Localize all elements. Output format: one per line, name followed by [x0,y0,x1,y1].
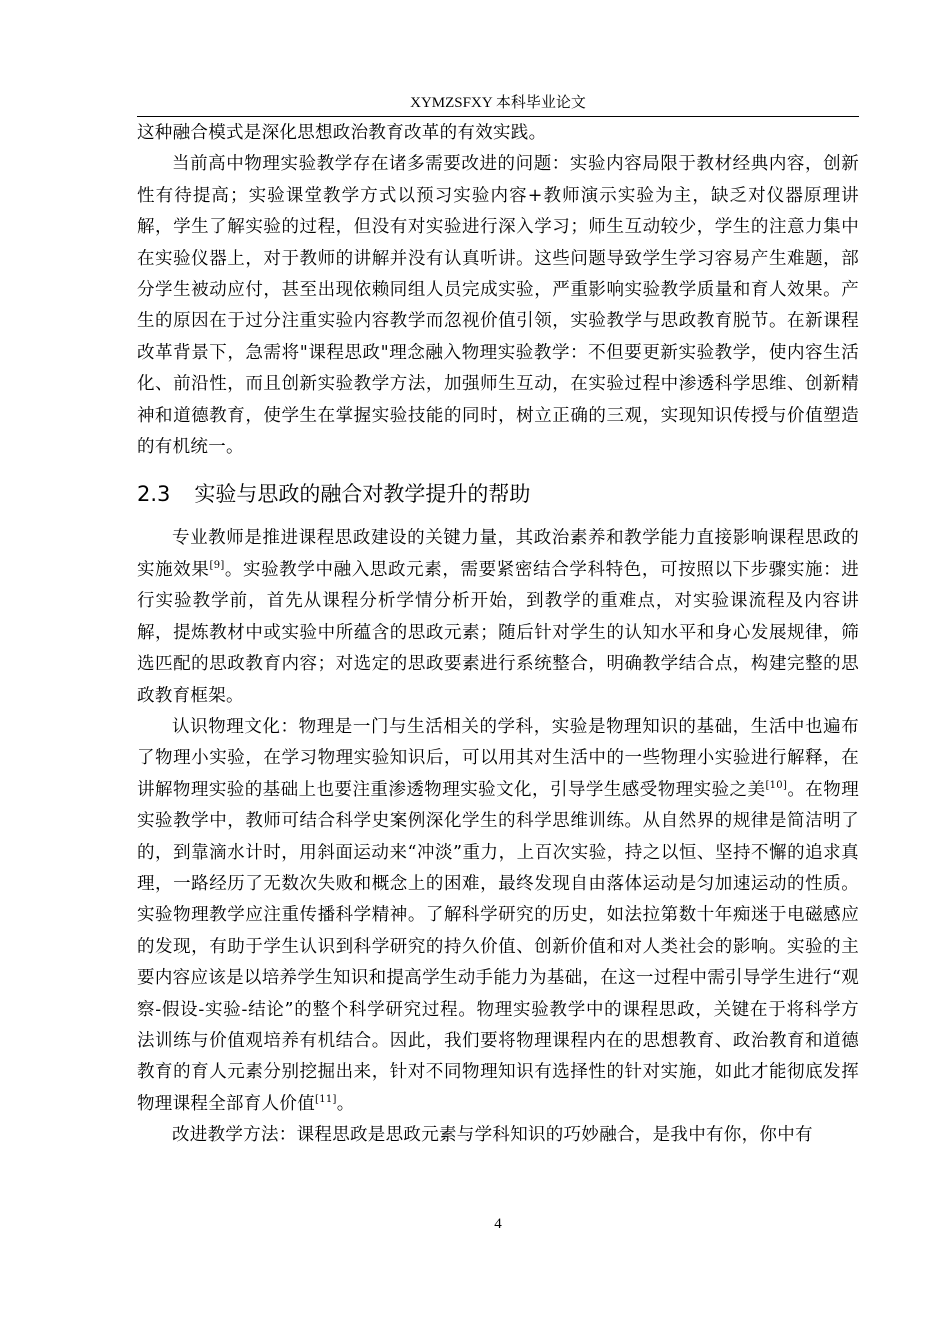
paragraph-text: 认识物理文化：物理是一门与生活相关的学科，实验是物理知识的基础，生活中也遍布了物理小实验，在学习物理实验知识后，可以用其对生活中的一些物理小实验进行解释，在讲解物理实验的基础上也要注重渗透物理实验文化，引导学生感受物理实验之美 [137,716,859,800]
paragraph-problems: 当前高中物理实验教学存在诸多需要改进的问题：实验内容局限于教材经典内容，创新性有待提高；实验课堂教学方式以预习实验内容+教师演示实验为主，缺乏对仪器原理讲解，学生了解实验的过程，但没有对实验进行深入学习；师生互动较少，学生的注意力集中在实验仪器上，对于教师的讲解并没有认真听讲。这些问题导致学生学习容易产生难题，部分学生被动应付，甚至出现依赖同组人员完成实验，严重影响实验教学质量和育人效果。产生的原因在于过分注重实验内容教学而忽视价值引领，实验教学与思政教育脱节。在新课程改革背景下，急需将"课程思政"理念融入物理实验教学：不但要更新实验教学，使内容生活化、前沿性，而且创新实验教学方法，加强师生互动，在实验过程中渗透科学思维、创新精神和道德教育，使学生在掌握实验技能的同时，树立正确的三观，实现知识传授与价值塑造的有机统一。 [137,154,859,458]
citation-ref: [11] [315,1093,337,1105]
page-number: 4 [494,1216,502,1232]
section-number: 2.3 [137,482,171,507]
paragraph-text: 。 [336,1093,355,1114]
citation-ref: [10] [765,779,788,791]
page-body [137,118,859,1152]
section-title: 实验与思政的融合对教学提升的帮助 [194,482,531,507]
paragraph-text: 。在物理实验教学中，教师可结合科学史案例深化学生的科学思维训练。从自然界的规律是简洁明了的，到靠滴水计时，用斜面运动来“冲淡”重力，上百次实验，持之以恒、坚持不懈的追求真理，一路经历了无数次失败和概念上的困难，最终发现自由落体运动是匀加速运动的性质。实验物理教学应注重传播科学精神。了解科学研究的历史，如法拉第数十年痴迷于电磁感应的发现，有助于学生认识到科学研究的持久价值、创新价值和对人类社会的影响。实验的主要内容应该是以培养学生知识和提高学生动手能力为基础，在这一过程中需引导学生进行“观察-假设-实验-结论”的整个科学研究过程。物理实验教学中的课程思政，关键在于将科学方法训练与价值观培养有机结合。因此，我们要将物理课程内在的思想教育、政治教育和道德教育的育人元素分别挖掘出来，针对不同物理知识有选择性的针对实施，如此才能彻底发挥物理课程全部育人价值 [137,779,859,1114]
header-rule [137,116,859,117]
paragraph-continuation: 这种融合模式是深化思想政治教育改革的有效实践。 [137,123,547,143]
paragraph-physics-culture [137,712,859,1120]
paragraph-text: 专业教师是推进课程思政建设的关键力量，其政治素养和教学能力直接影响课程思政的实施效果 [137,528,859,580]
paragraph-teaching-methods: 改进教学方法：课程思政是思政元素与学科知识的巧妙融合，是我中有你，你中有 [172,1125,813,1146]
running-header: XYMZSFXY 本科毕业论文 [410,95,586,111]
paragraph-teachers [137,523,859,711]
section-heading [137,477,859,511]
paragraph-text: 。实验教学中融入思政元素，需要紧密结合学科特色，可按照以下步骤实施：进行实验教学前，首先从课程分析学情分析开始，到教学的重难点，对实验课流程及内容讲解，提炼教材中或实验中所蕴含的思政元素；随后针对学生的认知水平和身心发展规律，筛选匹配的思政教育内容；对选定的思政要素进行系统整合，明确教学结合点，构建完整的思政教育框架。 [137,559,860,706]
citation-ref: [9] [209,559,225,571]
